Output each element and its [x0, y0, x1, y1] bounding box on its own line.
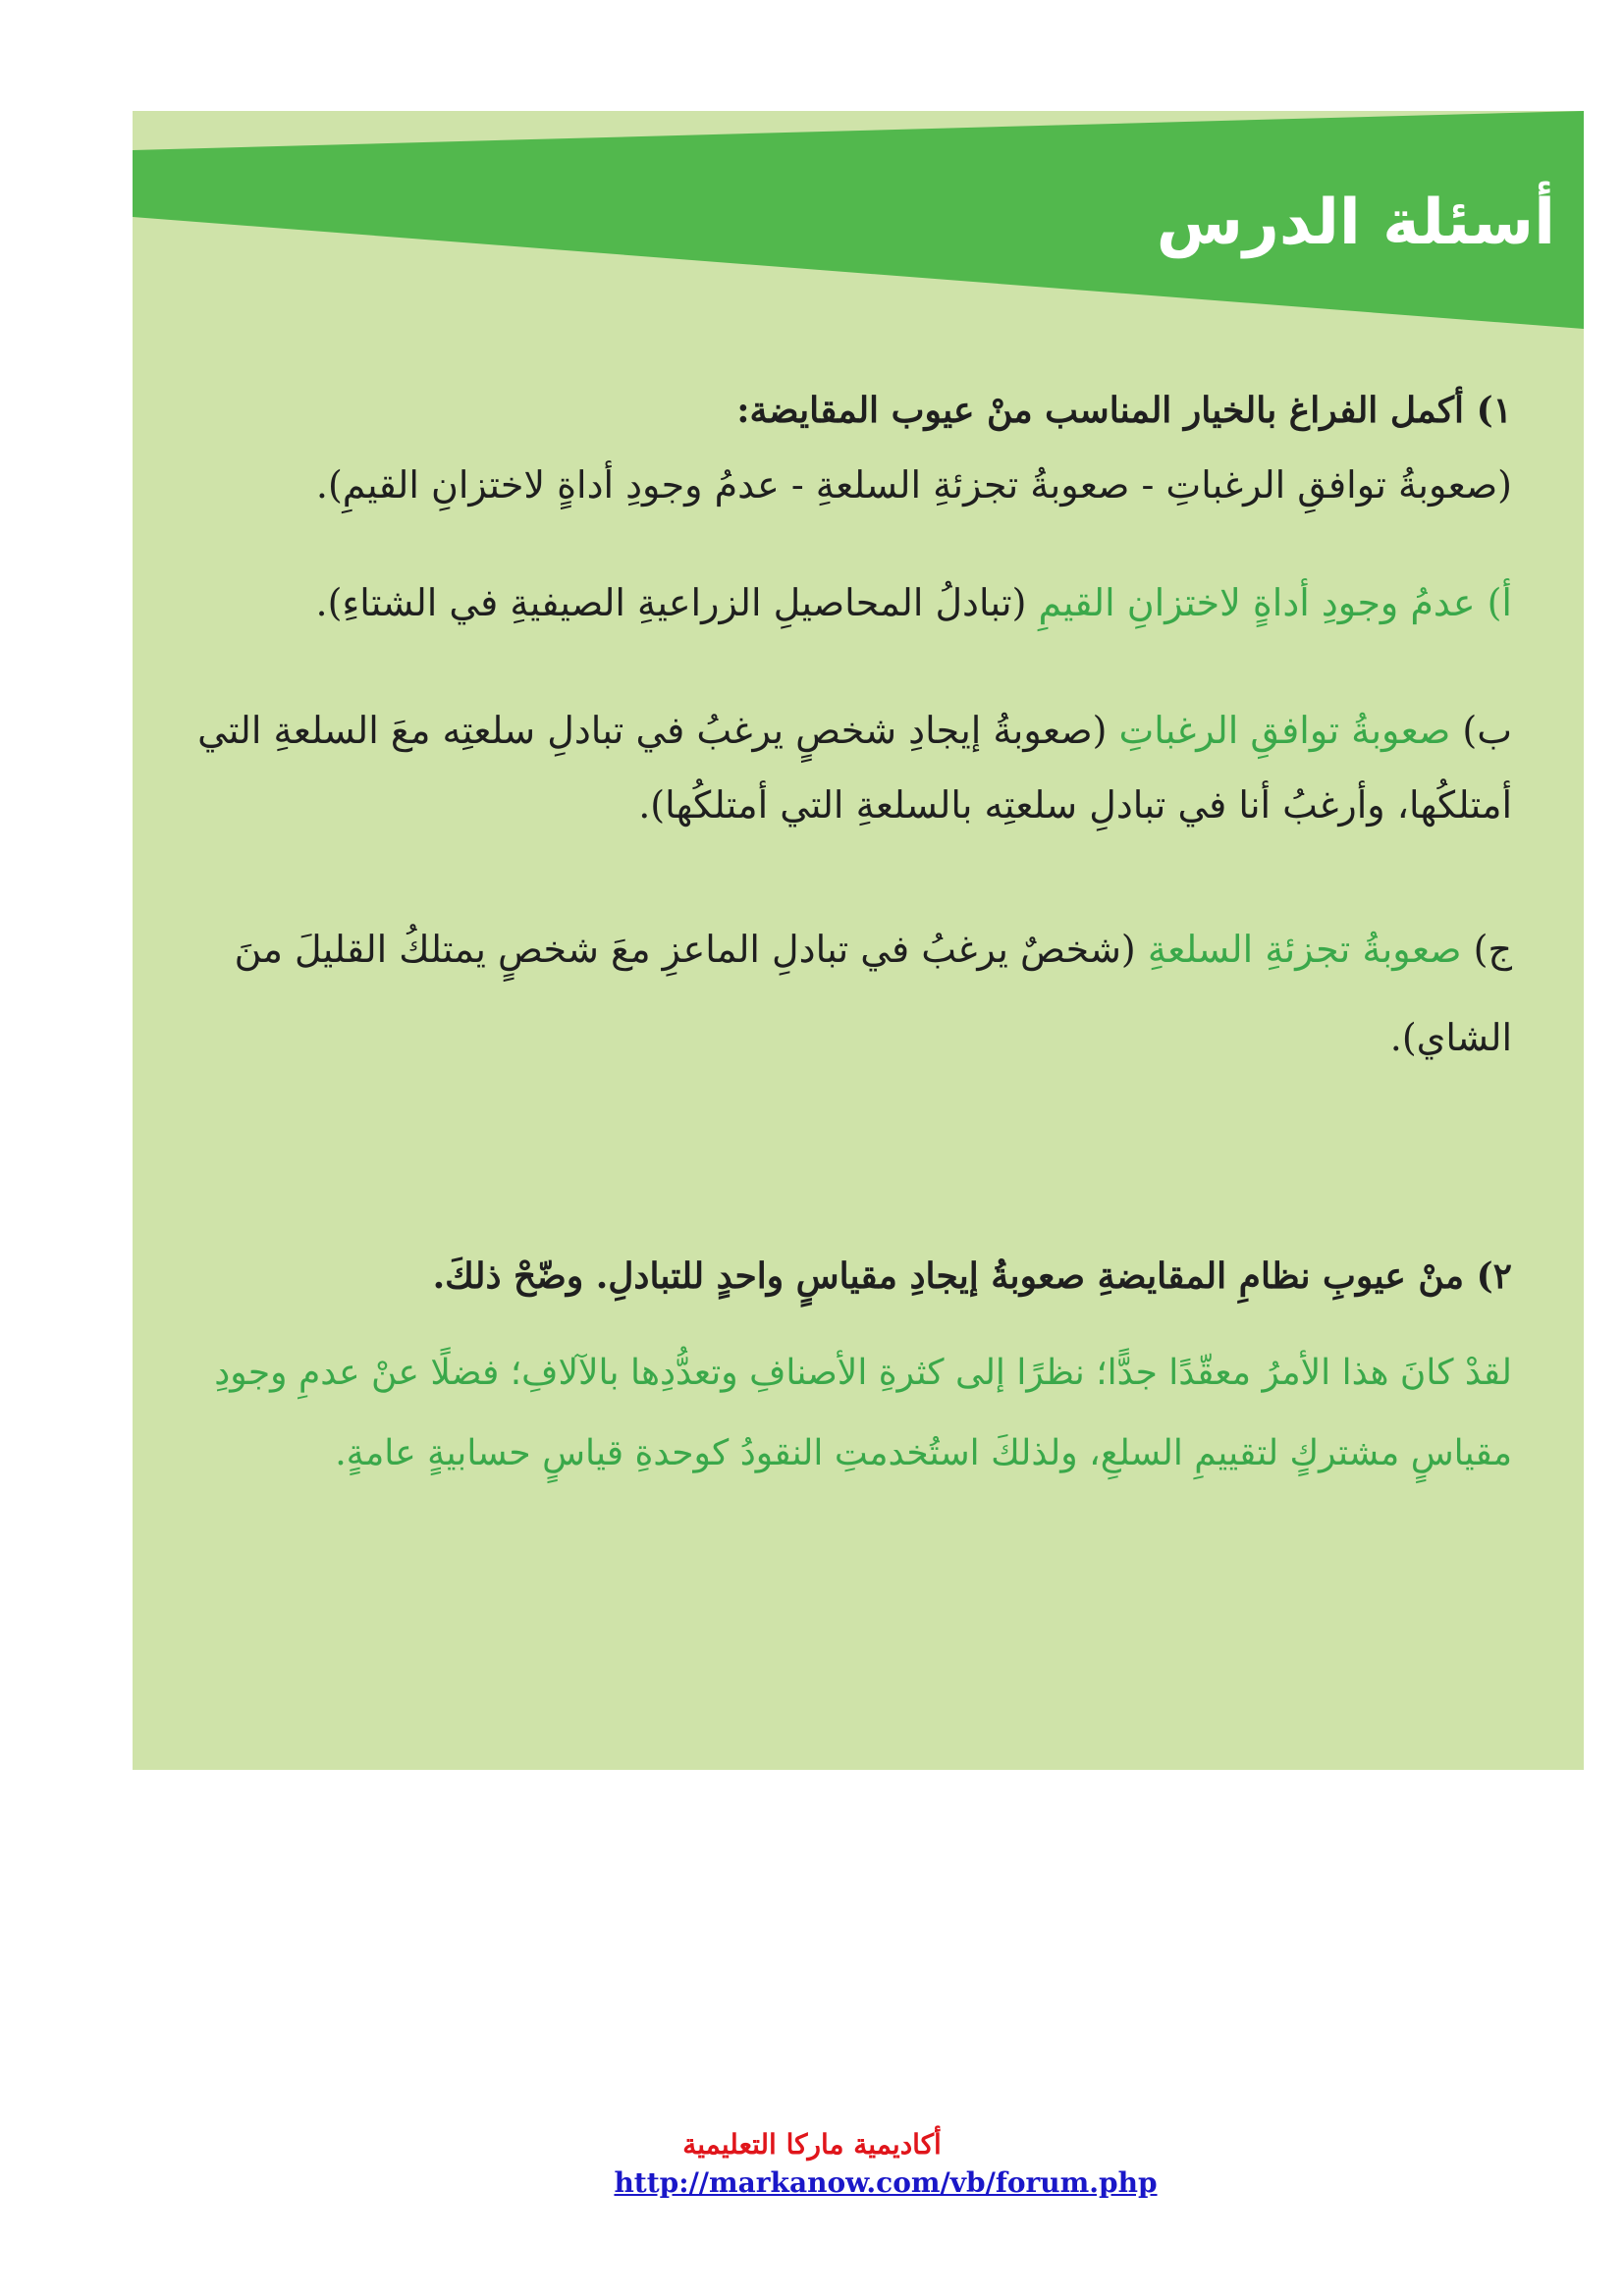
footer-academy-name: أكاديمية ماركا التعليمية — [682, 2128, 942, 2161]
question-2-answer: لقدْ كانَ هذا الأمرُ معقّدًا جدًّا؛ نظرًا إلى كثرةِ الأصنافِ وتعدُّدِها بالآلافِ؛ فضلًا عنْ عدمِ وجودِ مقياسٍ مشتركٍ لتقييمِ السلعِ، ولذلكَ استُخدمتِ النقودُ كوحدةِ قياسٍ حسابيةٍ عامةٍ. — [214, 1353, 1512, 1473]
item-c-label: ج) — [1473, 928, 1512, 971]
question-1-number: ١) — [1476, 390, 1512, 431]
question-2-number: ٢) — [1476, 1255, 1512, 1297]
item-c-answer: صعوبةُ تجزئةِ السلعةِ — [1147, 928, 1462, 971]
question-1-item-a — [147, 575, 1512, 630]
item-a-label: أ) — [1487, 581, 1512, 624]
item-b-text: (صعوبةُ إيجادِ شخصٍ يرغبُ في تبادلِ سلعتِه معَ السلعةِ التي أمتلكُها، وأرغبُ أنا في تبادلِ سلعتِه بالسلعةِ التي أمتلكُها). — [197, 709, 1512, 827]
question-1 — [147, 383, 1512, 1082]
item-c-text: (شخصٌ يرغبُ في تبادلِ الماعزِ معَ شخصٍ يمتلكُ القليلَ منَ الشاي). — [234, 928, 1512, 1059]
footer-forum-link[interactable]: http://markanow.com/vb/forum.php — [614, 2166, 1158, 2199]
item-b-answer: صعوبةُ توافقِ الرغباتِ — [1118, 709, 1451, 752]
item-a-answer: عدمُ وجودِ أداةٍ لاختزانِ القيمِ — [1038, 581, 1476, 624]
item-b-label: ب) — [1462, 709, 1512, 752]
question-2 — [147, 1249, 1512, 1494]
question-1-item-c — [147, 905, 1512, 1082]
question-2-prompt — [147, 1249, 1512, 1304]
item-a-text: (تبادلُ المحاصيلِ الزراعيةِ الصيفيةِ في الشتاءِ). — [315, 581, 1027, 624]
question-2-text: منْ عيوبِ نظامِ المقايضةِ صعوبةُ إيجادِ مقياسٍ واحدٍ للتبادلِ. وضّحْ ذلكَ. — [432, 1255, 1465, 1297]
question-1-options: (صعوبةُ توافقِ الرغباتِ - صعوبةُ تجزئةِ السلعةِ - عدمُ وجودِ أداةٍ لاختزانِ القيمِ). — [315, 463, 1512, 507]
question-1-text: أكمل الفراغ بالخيار المناسب منْ عيوب المقايضة: — [736, 390, 1465, 431]
footer — [0, 2128, 1624, 2199]
page-title: أسئلة الدرس — [1156, 187, 1555, 259]
question-1-prompt — [147, 383, 1512, 438]
questions-content — [147, 383, 1512, 1494]
question-1-item-b — [147, 693, 1512, 842]
